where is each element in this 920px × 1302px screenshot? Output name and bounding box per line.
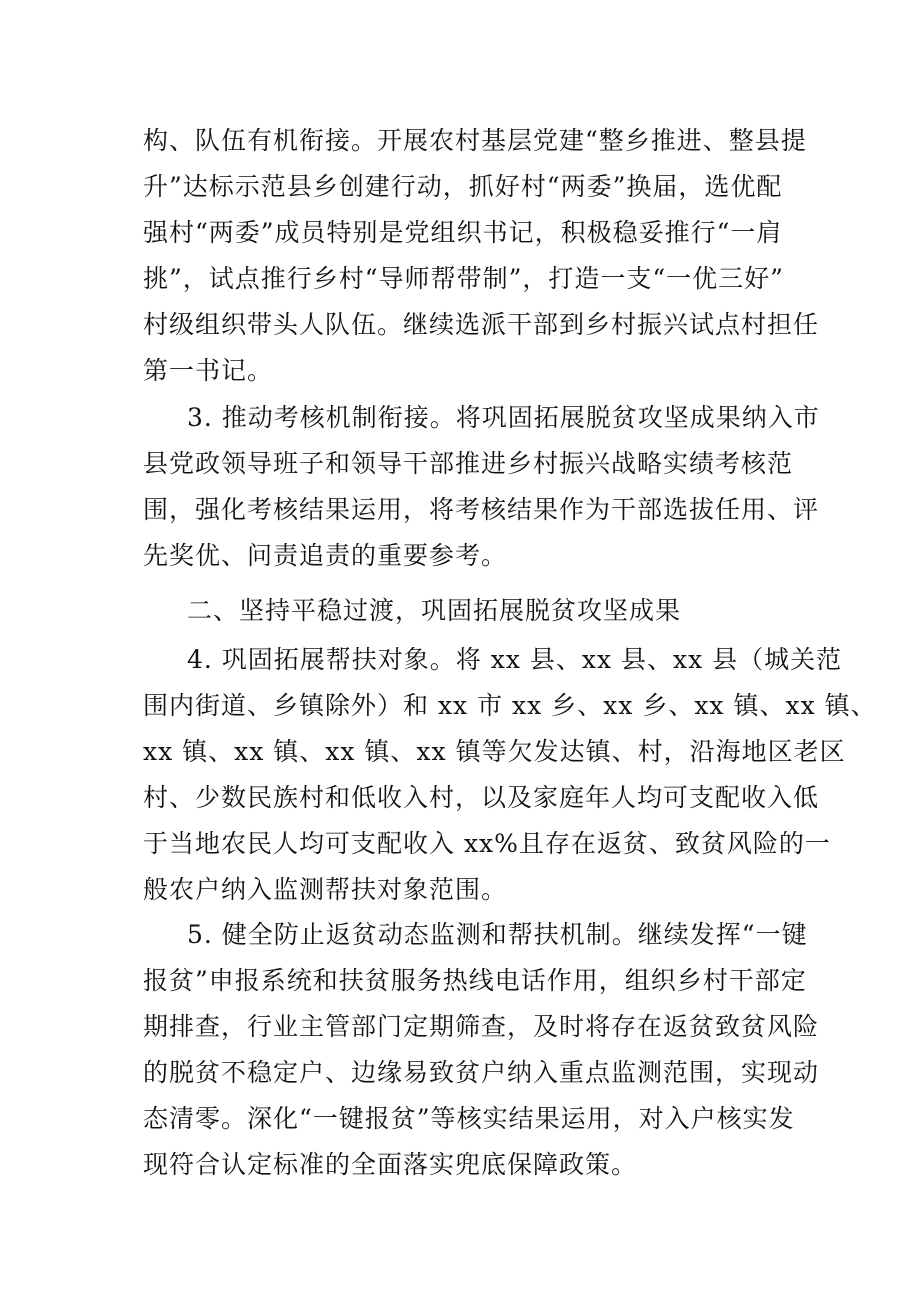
text-line: 村级组织带头人队伍。继续选派干部到乡村振兴试点村担任: [143, 310, 820, 339]
text-line: 围内街道、乡镇除外）和 xx 市 xx 乡、xx 乡、xx 镇、xx 镇、: [143, 691, 877, 720]
text-line: 第一书记。: [143, 356, 274, 385]
text-line: 5. 健全防止返贫动态监测和帮扶机制。继续发挥“一键: [187, 920, 808, 949]
text-line: xx 镇、xx 镇、xx 镇、xx 镇等欠发达镇、村，沿海地区老区: [143, 737, 846, 766]
text-line: 般农户纳入监测帮扶对象范围。: [143, 875, 508, 904]
text-line: 升”达标示范县乡创建行动，抓好村“两委”换届，选优配: [143, 172, 783, 201]
paragraph-continuation: [143, 118, 820, 394]
text-line: 于当地农民人均可支配收入 xx%且存在返贫、致贫风险的一: [143, 829, 831, 858]
paragraph-item-3: [143, 395, 820, 579]
text-line: 先奖优、问责追责的重要参考。: [143, 541, 508, 570]
text-line: 村、少数民族村和低收入村，以及家庭年人均可支配收入低: [143, 783, 820, 812]
text-line: 围，强化考核结果运用，将考核结果作为干部选拔任用、评: [143, 495, 820, 524]
text-line: 态清零。深化“一键报贫”等核实结果运用，对入户核实发: [143, 1104, 795, 1133]
paragraph-item-4: [143, 637, 877, 913]
text-line: 强村“两委”成员特别是党组织书记，积极稳妥推行“一肩: [143, 218, 783, 247]
text-line: 挑”，试点推行乡村“导师帮带制”，打造一支“一优三好”: [143, 264, 784, 293]
paragraph-item-5: [143, 912, 820, 1188]
text-line: 4. 巩固拓展帮扶对象。将 xx 县、xx 县、xx 县（城关范: [187, 645, 843, 674]
text-line: 构、队伍有机衔接。开展农村基层党建“整乡推进、整县提: [143, 126, 807, 155]
text-line: 报贫”申报系统和扶贫服务热线电话作用，组织乡村干部定: [143, 966, 807, 995]
section-heading-2: [143, 588, 783, 634]
text-line: 县党政领导班子和领导干部推进乡村振兴战略实绩考核范: [143, 449, 794, 478]
text-line: 3. 推动考核机制衔接。将巩固拓展脱贫攻坚成果纳入市: [187, 403, 820, 432]
text-line: 期排查，行业主管部门定期筛查，及时将存在返贫致贫风险: [143, 1012, 820, 1041]
section-heading-text: 二、坚持平稳过渡，巩固拓展脱贫攻坚成果: [187, 596, 682, 625]
text-line: 的脱贫不稳定户、边缘易致贫户纳入重点监测范围，实现动: [143, 1058, 820, 1087]
text-line: 现符合认定标准的全面落实兜底保障政策。: [143, 1150, 638, 1179]
